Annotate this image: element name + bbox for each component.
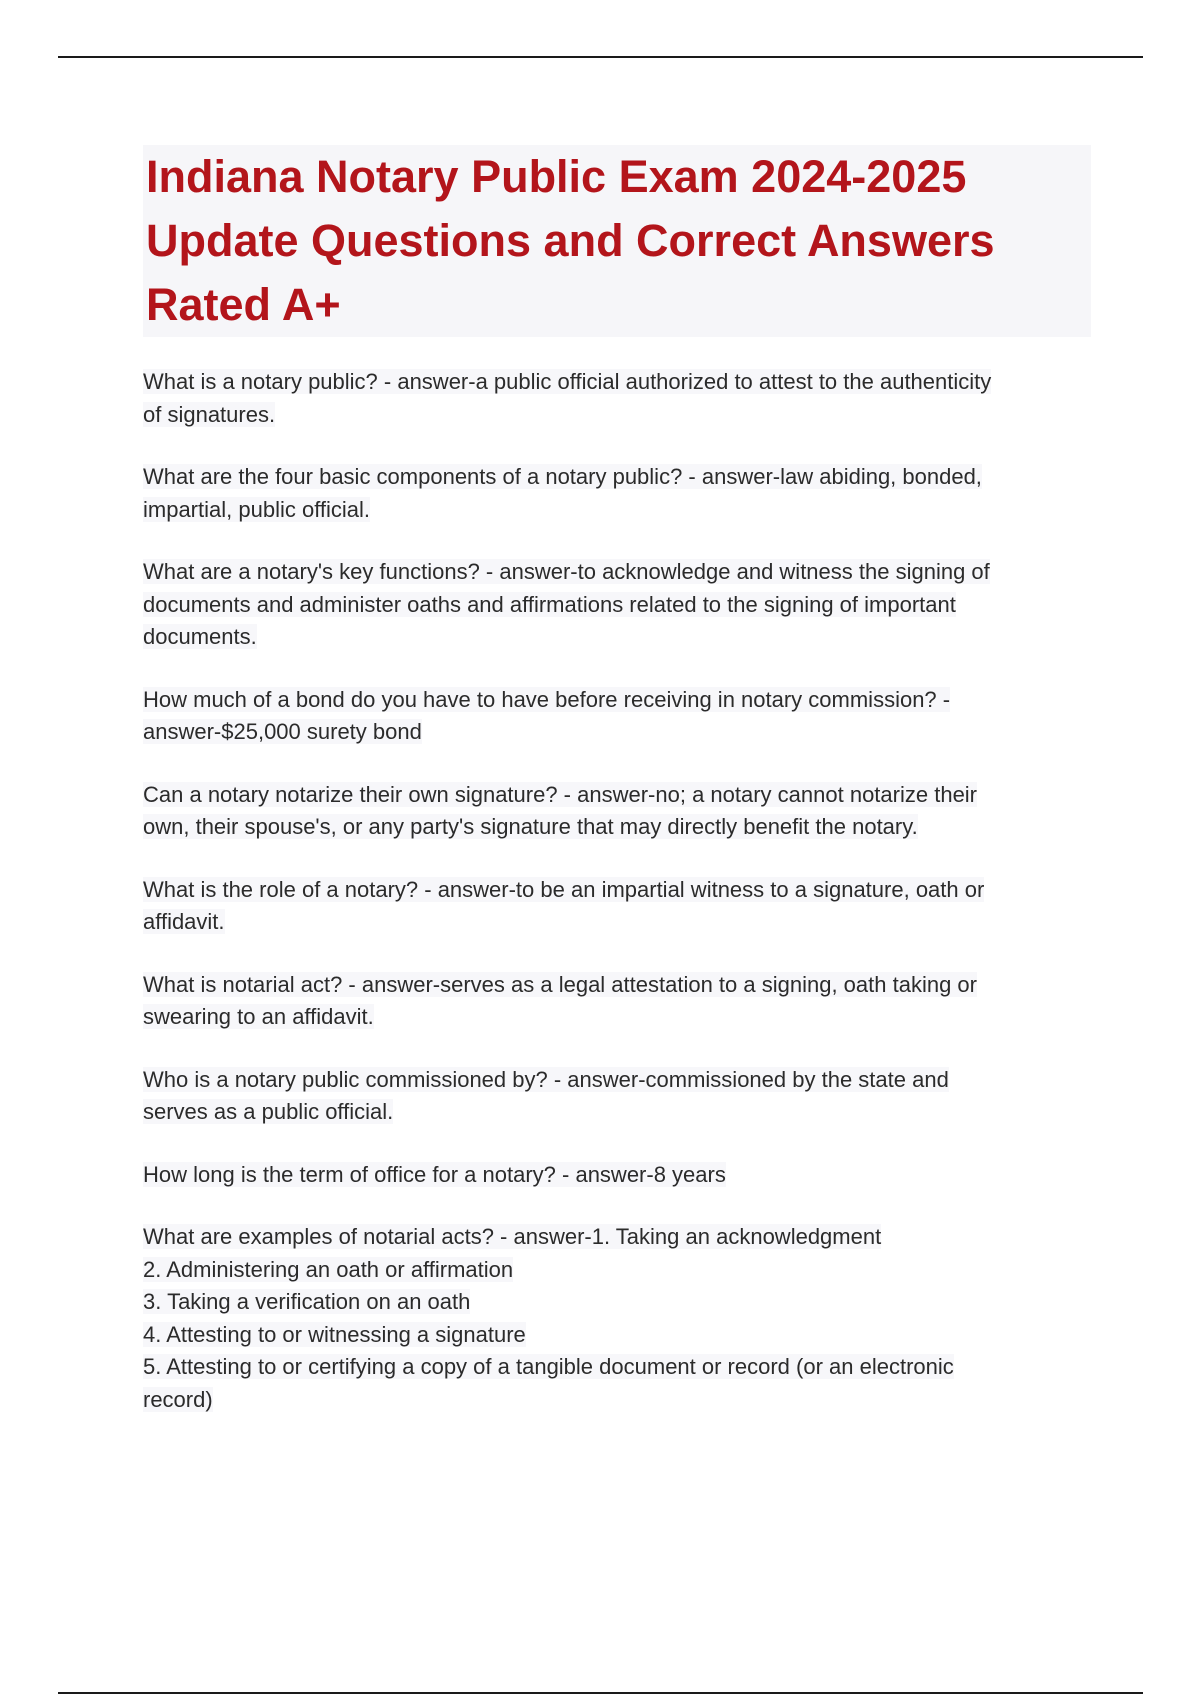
qa-text: What is the role of a notary? - answer-to be an impartial witness to a signature, oath or affidavit. [143, 876, 985, 934]
qa-text: How long is the term of office for a notary? - answer-8 years [143, 1161, 726, 1187]
qa-text: What are the four basic components of a notary public? - answer-law abiding, bonded, impartial, public official. [143, 464, 982, 522]
qa-text: What are a notary's key functions? - answer-to acknowledge and witness the signing of documents and administer oaths and affirmations related to the signing of important documents. [143, 559, 990, 649]
qa-item [143, 684, 1103, 749]
qa-item [143, 874, 1103, 939]
qa-item [143, 366, 1103, 431]
title-block [143, 145, 1091, 337]
top-rule [58, 56, 1143, 58]
qa-item [143, 969, 1103, 1034]
qa-text: How much of a bond do you have to have before receiving in notary commission? - answer-$25,000 surety bond [143, 686, 951, 744]
qa-item [143, 556, 1103, 654]
qa-text: Who is a notary public commissioned by? - answer-commissioned by the state and serves as a public official. [143, 1066, 949, 1124]
qa-text: What is a notary public? - answer-a public official authorized to attest to the authenticity of signatures. [143, 369, 992, 427]
qa-item [143, 1159, 1103, 1192]
qa-item [143, 779, 1103, 844]
qa-item [143, 461, 1103, 526]
qa-item [143, 1064, 1103, 1129]
qa-text: What is notarial act? - answer-serves as a legal attestation to a signing, oath taking or swearing to an affidavit. [143, 971, 977, 1029]
document-title: Indiana Notary Public Exam 2024-2025 Update Questions and Correct Answers Rated A+ [146, 151, 995, 330]
qa-text: What are examples of notarial acts? - answer-1. Taking an acknowledgment 2. Administering an oath or affirmation 3. Taking a verification on an oath 4. Attesting to or witnessing a signature 5. Attesting to or certifying a copy of a tangible document or record (or an electronic record) [143, 1224, 954, 1412]
qa-list [143, 366, 1103, 1446]
qa-text: Can a notary notarize their own signature? - answer-no; a notary cannot notarize their own, their spouse's, or any party's signature that may directly benefit the notary. [143, 781, 978, 839]
qa-item [143, 1221, 1103, 1416]
bottom-rule [58, 1692, 1143, 1694]
